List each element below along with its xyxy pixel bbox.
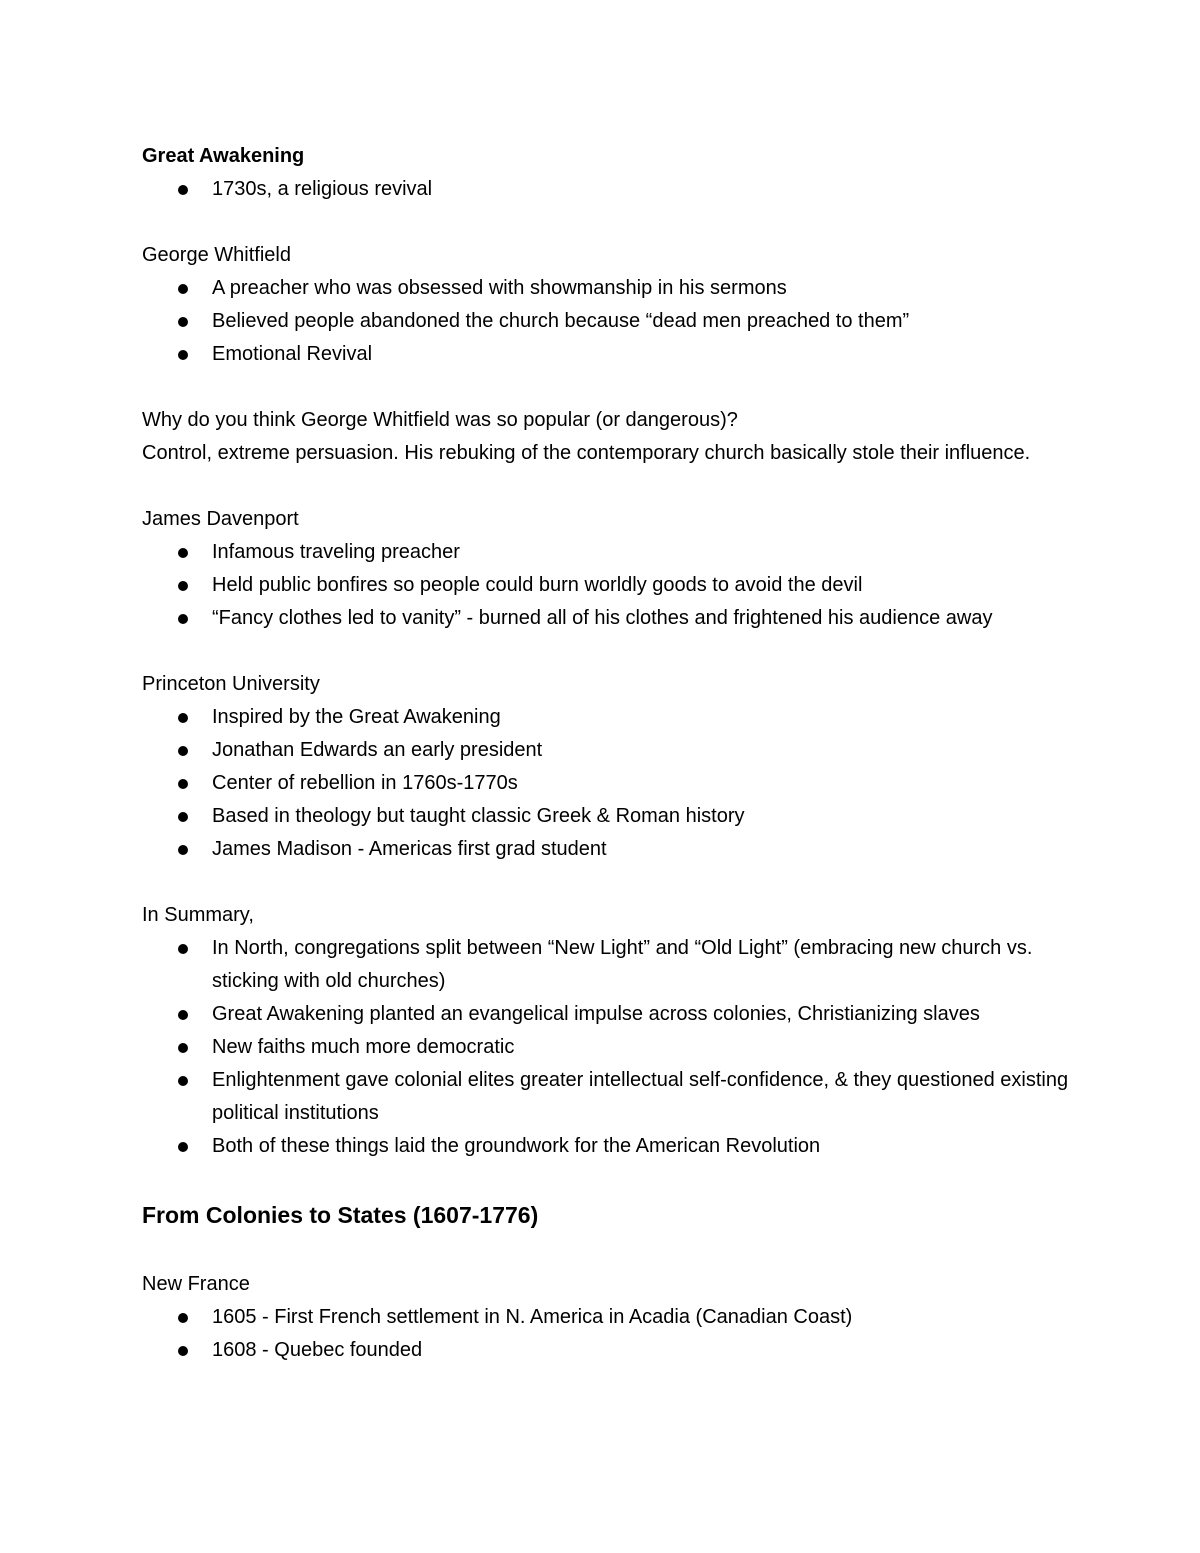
summary-list [142, 932, 1082, 1163]
bullet-dot-icon [178, 185, 188, 195]
list-item: Jonathan Edwards an early president [142, 734, 1082, 767]
list-item: James Madison - Americas first grad student [142, 833, 1082, 866]
bullet-dot-icon [178, 944, 188, 954]
list-item: 1605 - First French settlement in N. America in Acadia (Canadian Coast) [142, 1301, 1082, 1334]
bullet-dot-icon [178, 812, 188, 822]
document-page [142, 140, 1082, 1367]
davenport-list [142, 536, 1082, 635]
bullet-dot-icon [178, 614, 188, 624]
bullet-dot-icon [178, 713, 188, 723]
bullet-dot-icon [178, 1346, 188, 1356]
bullet-dot-icon [178, 284, 188, 294]
list-item: A preacher who was obsessed with showmanship in his sermons [142, 272, 1082, 305]
bullet-dot-icon [178, 779, 188, 789]
list-item: Great Awakening planted an evangelical impulse across colonies, Christianizing slaves [142, 998, 1082, 1031]
bullet-dot-icon [178, 548, 188, 558]
list-item: “Fancy clothes led to vanity” - burned all of his clothes and frightened his audience away [142, 602, 1082, 635]
list-item: New faiths much more democratic [142, 1031, 1082, 1064]
list-item: Emotional Revival [142, 338, 1082, 371]
princeton-list [142, 701, 1082, 866]
new-france-list [142, 1301, 1082, 1367]
bullet-dot-icon [178, 1010, 188, 1020]
summary-heading: In Summary, [142, 904, 254, 926]
list-item: In North, congregations split between “New Light” and “Old Light” (embracing new church vs. sticking with old churches) [142, 932, 1082, 998]
great-awakening-list [142, 173, 1082, 206]
bullet-dot-icon [178, 317, 188, 327]
whitfield-list [142, 272, 1082, 371]
bullet-dot-icon [178, 746, 188, 756]
new-france-heading: New France [142, 1273, 250, 1295]
list-item: 1730s, a religious revival [142, 173, 1082, 206]
bullet-dot-icon [178, 1142, 188, 1152]
bullet-dot-icon [178, 845, 188, 855]
davenport-heading: James Davenport [142, 508, 299, 530]
bullet-dot-icon [178, 1313, 188, 1323]
list-item: Inspired by the Great Awakening [142, 701, 1082, 734]
bullet-dot-icon [178, 350, 188, 360]
question-answer: Control, extreme persuasion. His rebuking of the contemporary church basically stole their influence. [142, 442, 1031, 464]
princeton-heading: Princeton University [142, 673, 320, 695]
list-item: Based in theology but taught classic Greek & Roman history [142, 800, 1082, 833]
list-item: 1608 - Quebec founded [142, 1334, 1082, 1367]
list-item: Both of these things laid the groundwork for the American Revolution [142, 1130, 1082, 1163]
list-item: Held public bonfires so people could burn worldly goods to avoid the devil [142, 569, 1082, 602]
list-item: Enlightenment gave colonial elites greater intellectual self-confidence, & they questioned existing political institutions [142, 1064, 1082, 1130]
bullet-dot-icon [178, 581, 188, 591]
question-prompt: Why do you think George Whitfield was so popular (or dangerous)? [142, 409, 738, 431]
whitfield-heading: George Whitfield [142, 244, 291, 266]
list-item: Infamous traveling preacher [142, 536, 1082, 569]
colonies-title: From Colonies to States (1607-1776) [142, 1202, 539, 1228]
list-item: Believed people abandoned the church because “dead men preached to them” [142, 305, 1082, 338]
list-item: Center of rebellion in 1760s-1770s [142, 767, 1082, 800]
great-awakening-title: Great Awakening [142, 145, 305, 167]
bullet-dot-icon [178, 1043, 188, 1053]
bullet-dot-icon [178, 1076, 188, 1086]
